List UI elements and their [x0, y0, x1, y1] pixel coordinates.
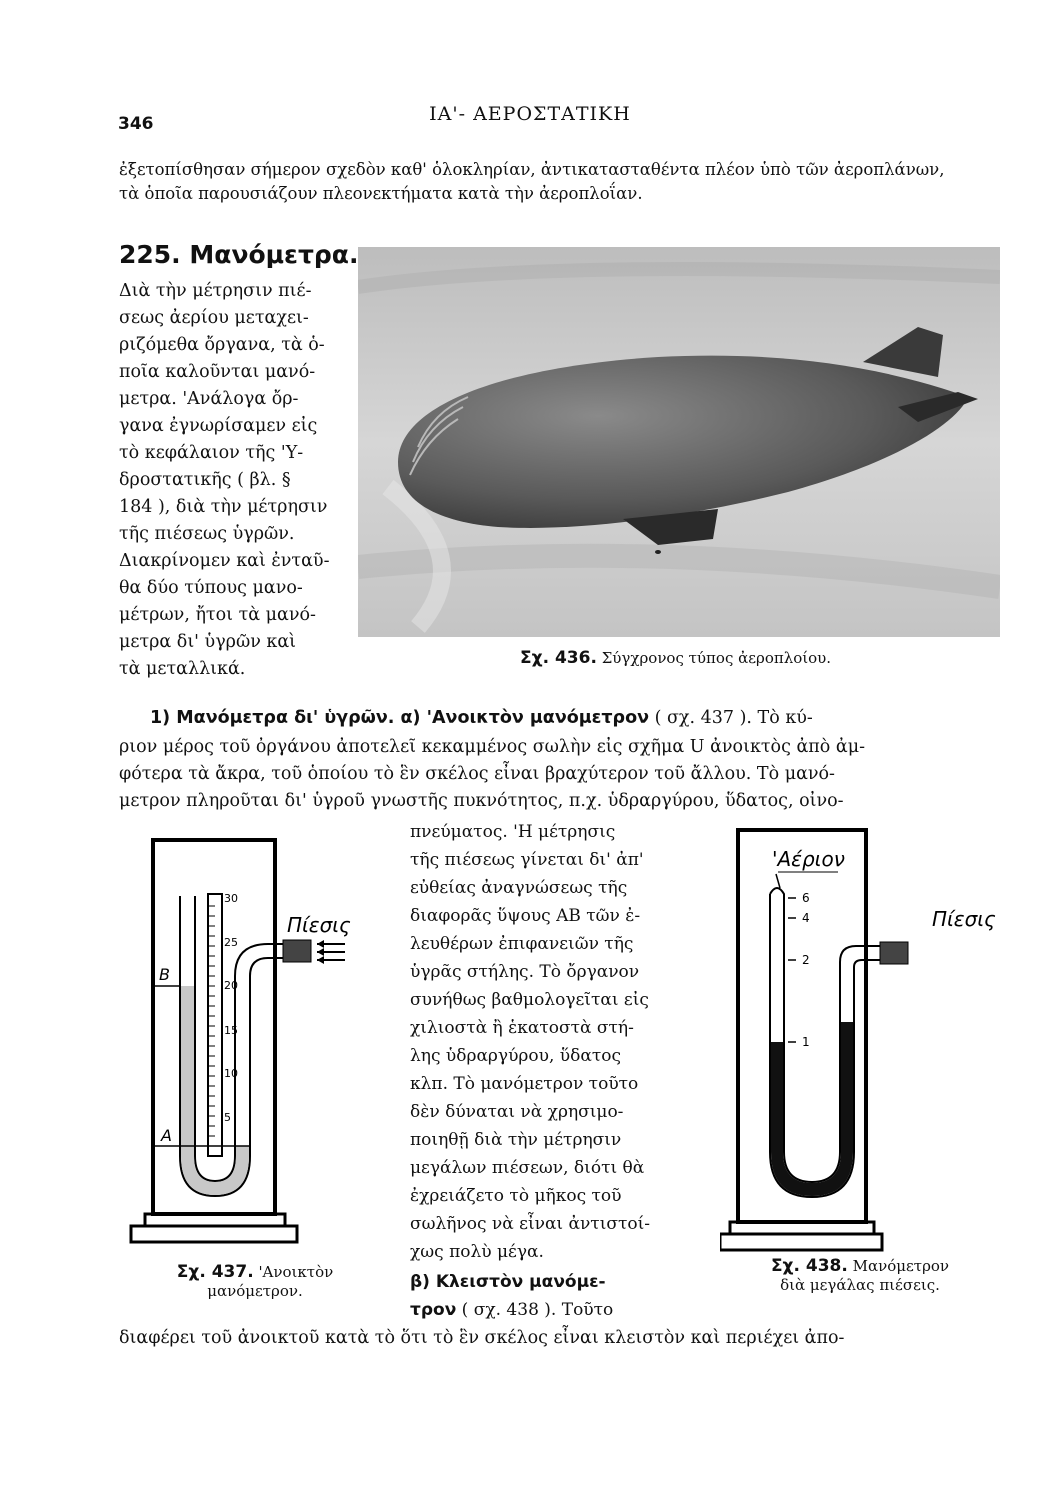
- side-line: τῆς πιέσεως ὑγρῶν.: [119, 524, 295, 544]
- fig437-label: Σχ. 437.: [176, 1262, 254, 1282]
- side-line: γανα ἐγνωρίσαμεν εἰς: [119, 416, 318, 436]
- scale-label-10: 10: [224, 1067, 238, 1080]
- column-line: πνεύματος. 'Η μέτρησις: [410, 822, 616, 842]
- para1-line-3: φότερα τὰ ἄκρα, τοῦ ὁποίου τὸ ἓν σκέλος εἶναι βραχύτερον τοῦ ἄλλου. Τὸ μανό-: [119, 764, 835, 784]
- para1-line-2: ριον μέρος τοῦ ὀργάνου ἀποτελεῖ κεκαμμένος σωλὴν εἰς σχῆμα U ἀνοικτὸς ἀπὸ ἀμ-: [119, 737, 865, 757]
- column-line: μεγάλων πιέσεων, διότι θὰ: [410, 1158, 645, 1178]
- beta-heading-cont: τρον: [410, 1300, 457, 1320]
- fig437-caption: [155, 1262, 355, 1300]
- side-line: Διὰ τὴν μέτρησιν πιέ-: [119, 281, 312, 301]
- side-line: θα δύο τύπους μανο-: [119, 578, 303, 598]
- fig436-caption-text: Σύγχρονος τύπος ἀεροπλοίου.: [601, 649, 832, 667]
- side-line: τὰ μεταλλικά.: [119, 659, 246, 679]
- open-manometer-diagram: [125, 836, 395, 1256]
- scale-label-6: 6: [802, 891, 810, 905]
- level-b-label: B: [159, 965, 170, 984]
- column-line: ὑγρᾶς στήλης. Τὸ ὄργανον: [410, 962, 640, 982]
- scale-label-4: 4: [802, 911, 810, 925]
- pressure-label-437: Πίεσις: [287, 913, 351, 937]
- running-header: ΙΑ'- ΑΕΡΟΣΤΑΤΙΚΗ: [429, 103, 631, 125]
- side-line: ποῖα καλοῦνται μανό-: [119, 362, 316, 382]
- column-line: χιλιοστὰ ἢ ἑκατοστὰ στή-: [410, 1018, 634, 1038]
- column-line: διαφορᾶς ὕψους ΑΒ τῶν ἐ-: [410, 906, 641, 926]
- beta-heading: β) Κλειστὸν μανόμε-: [410, 1272, 606, 1292]
- column-line: χως πολὺ μέγα.: [410, 1242, 544, 1262]
- side-line: μετρα. 'Ανάλογα ὄρ-: [119, 389, 299, 409]
- beta-line-2: [410, 1296, 650, 1324]
- scale-label-5: 5: [224, 1111, 231, 1124]
- side-line: σεως ἀερίου μεταχει-: [119, 308, 309, 328]
- scale-label-20: 20: [224, 979, 238, 992]
- fig437-caption-b: μανόμετρον.: [207, 1282, 303, 1300]
- intro-line-1: ἐξετοπίσθησαν σήμερον σχεδὸν καθ' ὁλοκληρίαν, ἀντικατασταθέντα πλέον ὑπὸ τῶν ἀεροπλάνων,: [119, 160, 945, 179]
- para1-lead-rest: ( σχ. 437 ). Τὸ κύ-: [649, 708, 813, 728]
- middle-column: [410, 818, 650, 1324]
- side-line: δροστατικῆς ( βλ. §: [119, 470, 291, 490]
- column-line: λευθέρων ἐπιφανειῶν τῆς: [410, 934, 634, 954]
- column-line: ἐχρειάζετο τὸ μῆκος τοῦ: [410, 1186, 622, 1206]
- para1-lead-bold: 1) Μανόμετρα δι' ὑγρῶν. α) 'Ανοικτὸν μανόμετρον: [150, 708, 650, 728]
- section-side-text: [119, 278, 329, 683]
- scale-label-15: 15: [224, 1024, 238, 1037]
- column-line: λης ὑδραργύρου, ὕδατος: [410, 1046, 621, 1066]
- side-line: τὸ κεφάλαιον τῆς 'Υ-: [119, 443, 304, 463]
- airship-photo: [358, 247, 1000, 637]
- side-line: μέτρων, ἤτοι τὰ μανό-: [119, 605, 316, 625]
- scale-label-30: 30: [224, 892, 238, 905]
- column-line: εὐθείας ἀναγνώσεως τῆς: [410, 878, 628, 898]
- fig436-caption: [520, 648, 831, 668]
- column-line: κλπ. Τὸ μανόμετρον τοῦτο: [410, 1074, 639, 1094]
- column-line: τῆς πιέσεως γίνεται δι' ἀπ': [410, 850, 644, 870]
- scale-label-25: 25: [224, 936, 238, 949]
- fig438-caption: [740, 1256, 980, 1294]
- column-line: ποιηθῇ διὰ τὴν μέτρησιν: [410, 1130, 622, 1150]
- pressure-label-438: Πίεσις: [932, 907, 996, 931]
- fig438-label: Σχ. 438.: [770, 1256, 848, 1276]
- side-line: Διακρίνομεν καὶ ἐνταῦ-: [119, 551, 330, 571]
- closed-manometer-diagram: [720, 822, 1020, 1262]
- fig438-caption-a: Μανόμετρον: [852, 1257, 950, 1275]
- page-number: 346: [118, 114, 154, 134]
- gas-label: 'Αέριον: [772, 847, 845, 871]
- column-line: δὲν δύναται νὰ χρησιμο-: [410, 1102, 624, 1122]
- side-line: 184 ), διὰ τὴν μέτρησιν: [119, 497, 328, 517]
- side-line: μετρα δι' ὑγρῶν καὶ: [119, 632, 297, 652]
- scale-label-1: 1: [802, 1035, 810, 1049]
- last-line: διαφέρει τοῦ ἀνοικτοῦ κατὰ τὸ ὅτι τὸ ἓν σκέλος εἶναι κλειστὸν καὶ περιέχει ἀπο-: [119, 1328, 845, 1348]
- fig438-caption-b: διὰ μεγάλας πιέσεις.: [780, 1276, 940, 1294]
- para1-line-4: μετρον πληροῦται δι' ὑγροῦ γνωστῆς πυκνότητος, π.χ. ὑδραργύρου, ὕδατος, οἰνο-: [119, 791, 844, 811]
- intro-line-2: τὰ ὁποῖα παρουσιάζουν πλεονεκτήματα κατὰ τὴν ἀεροπλοΐαν.: [119, 184, 643, 203]
- scale-label-2: 2: [802, 953, 810, 967]
- beta-heading-line: [410, 1268, 650, 1296]
- column-line: σωλῆνος νὰ εἶναι ἀντιστοί-: [410, 1214, 651, 1234]
- level-a-label: A: [161, 1126, 172, 1145]
- beta-rest: ( σχ. 438 ). Τοῦτο: [456, 1300, 614, 1320]
- side-line: ριζόμεθα ὄργανα, τὰ ὁ-: [119, 335, 325, 355]
- column-line: συνήθως βαθμολογεῖται εἰς: [410, 990, 649, 1010]
- fig437-caption-a: 'Ανοικτὸν: [258, 1263, 334, 1281]
- para1-line-1: [150, 708, 813, 728]
- fig436-label: Σχ. 436.: [520, 648, 597, 668]
- section-heading: 225. Μανόμετρα.: [119, 240, 359, 269]
